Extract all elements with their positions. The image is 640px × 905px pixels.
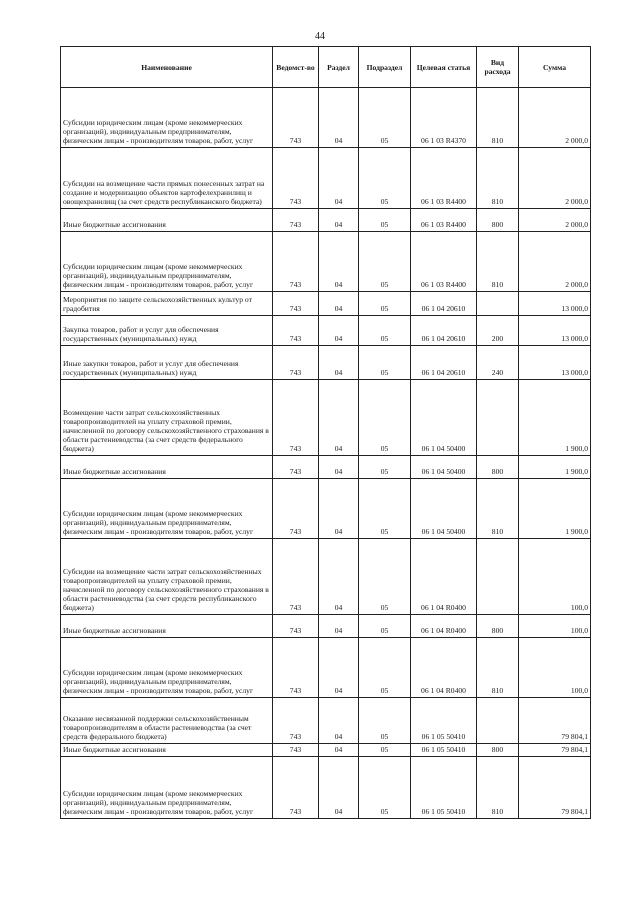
cell-expense-type: 200 bbox=[477, 316, 519, 346]
cell-subsection: 05 bbox=[359, 479, 411, 539]
cell-target: 06 1 04 20610 bbox=[411, 346, 477, 380]
cell-section: 04 bbox=[319, 698, 359, 744]
cell-ministry: 743 bbox=[273, 615, 319, 638]
page-number: 44 bbox=[315, 31, 325, 42]
cell-subsection: 05 bbox=[359, 148, 411, 209]
table-row bbox=[61, 539, 591, 615]
cell-subsection: 05 bbox=[359, 346, 411, 380]
cell-expense-type: 800 bbox=[477, 456, 519, 479]
cell-subsection: 05 bbox=[359, 456, 411, 479]
cell-expense-type bbox=[477, 292, 519, 316]
cell-target: 06 1 04 20610 bbox=[411, 292, 477, 316]
cell-subsection: 05 bbox=[359, 232, 411, 292]
table-row bbox=[61, 380, 591, 456]
cell-ministry: 743 bbox=[273, 539, 319, 615]
cell-ministry: 743 bbox=[273, 456, 319, 479]
cell-name: Субсидии юридическим лицам (кроме некоммерческих организаций), индивидуальным предпринимателям, физическим лицам - производителям товаров, работ, услуг bbox=[61, 638, 273, 698]
cell-section: 04 bbox=[319, 539, 359, 615]
cell-name: Субсидии на возмещение части прямых понесенных затрат на создание и модернизацию объектов картофелехранилищ и овощехранилищ (за счет средств республиканского бюджета) bbox=[61, 148, 273, 209]
table-row bbox=[61, 88, 591, 148]
cell-amount: 2 000,0 bbox=[519, 209, 591, 232]
table-row bbox=[61, 479, 591, 539]
cell-name: Иные бюджетные ассигнования bbox=[61, 209, 273, 232]
cell-name: Субсидии юридическим лицам (кроме некоммерческих организаций), индивидуальным предпринимателям, физическим лицам - производителям товаров, работ, услуг bbox=[61, 232, 273, 292]
table-row bbox=[61, 456, 591, 479]
cell-expense-type: 810 bbox=[477, 479, 519, 539]
cell-section: 04 bbox=[319, 292, 359, 316]
cell-subsection: 05 bbox=[359, 638, 411, 698]
cell-section: 04 bbox=[319, 757, 359, 819]
cell-ministry: 743 bbox=[273, 698, 319, 744]
cell-amount: 100,0 bbox=[519, 638, 591, 698]
table-header-row bbox=[61, 47, 591, 88]
cell-target: 06 1 04 R0400 bbox=[411, 615, 477, 638]
table-row bbox=[61, 615, 591, 638]
cell-section: 04 bbox=[319, 232, 359, 292]
cell-expense-type: 810 bbox=[477, 232, 519, 292]
cell-name: Субсидии юридическим лицам (кроме некоммерческих организаций), индивидуальным предпринимателям, физическим лицам - производителям товаров, работ, услуг bbox=[61, 479, 273, 539]
cell-amount: 2 000,0 bbox=[519, 148, 591, 209]
cell-name: Закупка товаров, работ и услуг для обеспечения государственных (муниципальных) нужд bbox=[61, 316, 273, 346]
cell-target: 06 1 04 50400 bbox=[411, 456, 477, 479]
cell-target: 06 1 04 50400 bbox=[411, 380, 477, 456]
cell-amount: 13 000,0 bbox=[519, 316, 591, 346]
cell-expense-type: 810 bbox=[477, 638, 519, 698]
cell-section: 04 bbox=[319, 744, 359, 757]
cell-expense-type: 800 bbox=[477, 744, 519, 757]
cell-name: Субсидии на возмещение части затрат сельскохозяйственных товаропроизводителей на уплату страховой премии, начисленной по договору сельскохозяйственного страхования в области растениеводства (за счет средств республиканского бюджета) bbox=[61, 539, 273, 615]
table-row bbox=[61, 744, 591, 757]
header-name: Наименование bbox=[61, 47, 273, 88]
cell-ministry: 743 bbox=[273, 638, 319, 698]
cell-ministry: 743 bbox=[273, 88, 319, 148]
cell-target: 06 1 05 50410 bbox=[411, 698, 477, 744]
cell-name: Иные бюджетные ассигнования bbox=[61, 744, 273, 757]
cell-expense-type: 810 bbox=[477, 148, 519, 209]
cell-target: 06 1 04 R0400 bbox=[411, 638, 477, 698]
cell-subsection: 05 bbox=[359, 757, 411, 819]
cell-expense-type bbox=[477, 380, 519, 456]
cell-name: Иные бюджетные ассигнования bbox=[61, 456, 273, 479]
cell-amount: 1 900,0 bbox=[519, 456, 591, 479]
cell-amount: 13 000,0 bbox=[519, 346, 591, 380]
header-target: Целевая статья bbox=[411, 47, 477, 88]
cell-subsection: 05 bbox=[359, 744, 411, 757]
cell-name: Оказание несвязанной поддержки сельскохозяйственным товаропроизводителям в области растениеводства (за счет средств федерального бюджета) bbox=[61, 698, 273, 744]
table-row bbox=[61, 232, 591, 292]
cell-subsection: 05 bbox=[359, 316, 411, 346]
cell-amount: 79 804,1 bbox=[519, 744, 591, 757]
cell-amount: 79 804,1 bbox=[519, 757, 591, 819]
header-amount: Сумма bbox=[519, 47, 591, 88]
cell-subsection: 05 bbox=[359, 539, 411, 615]
cell-amount: 13 000,0 bbox=[519, 292, 591, 316]
cell-target: 06 1 03 R4400 bbox=[411, 209, 477, 232]
table-row bbox=[61, 346, 591, 380]
cell-amount: 2 000,0 bbox=[519, 232, 591, 292]
cell-section: 04 bbox=[319, 456, 359, 479]
cell-target: 06 1 03 R4370 bbox=[411, 88, 477, 148]
cell-expense-type bbox=[477, 698, 519, 744]
cell-expense-type: 800 bbox=[477, 615, 519, 638]
cell-section: 04 bbox=[319, 479, 359, 539]
cell-section: 04 bbox=[319, 638, 359, 698]
cell-section: 04 bbox=[319, 88, 359, 148]
cell-section: 04 bbox=[319, 209, 359, 232]
table-row bbox=[61, 148, 591, 209]
cell-name: Иные закупки товаров, работ и услуг для обеспечения государственных (муниципальных) нужд bbox=[61, 346, 273, 380]
cell-target: 06 1 04 20610 bbox=[411, 316, 477, 346]
cell-name: Иные бюджетные ассигнования bbox=[61, 615, 273, 638]
table-row bbox=[61, 698, 591, 744]
table-row bbox=[61, 292, 591, 316]
cell-expense-type: 810 bbox=[477, 757, 519, 819]
cell-ministry: 743 bbox=[273, 380, 319, 456]
table-row bbox=[61, 209, 591, 232]
table-row bbox=[61, 316, 591, 346]
cell-name: Субсидии юридическим лицам (кроме некоммерческих организаций), индивидуальным предпринимателям, физическим лицам - производителям товаров, работ, услуг bbox=[61, 88, 273, 148]
cell-section: 04 bbox=[319, 346, 359, 380]
header-subsection: Подраздел bbox=[359, 47, 411, 88]
cell-section: 04 bbox=[319, 615, 359, 638]
cell-ministry: 743 bbox=[273, 316, 319, 346]
cell-subsection: 05 bbox=[359, 698, 411, 744]
cell-target: 06 1 05 50410 bbox=[411, 744, 477, 757]
cell-expense-type: 810 bbox=[477, 88, 519, 148]
cell-ministry: 743 bbox=[273, 232, 319, 292]
cell-section: 04 bbox=[319, 148, 359, 209]
cell-ministry: 743 bbox=[273, 744, 319, 757]
header-section: Раздел bbox=[319, 47, 359, 88]
cell-ministry: 743 bbox=[273, 148, 319, 209]
cell-ministry: 743 bbox=[273, 346, 319, 380]
cell-name: Субсидии юридическим лицам (кроме некоммерческих организаций), индивидуальным предпринимателям, физическим лицам - производителям товаров, работ, услуг bbox=[61, 757, 273, 819]
cell-amount: 79 804,1 bbox=[519, 698, 591, 744]
cell-expense-type bbox=[477, 539, 519, 615]
budget-table bbox=[60, 46, 591, 819]
cell-expense-type: 800 bbox=[477, 209, 519, 232]
cell-target: 06 1 03 R4400 bbox=[411, 148, 477, 209]
cell-subsection: 05 bbox=[359, 380, 411, 456]
header-ministry: Ведомст-во bbox=[273, 47, 319, 88]
header-expense-type: Вид расхода bbox=[477, 47, 519, 88]
cell-amount: 1 900,0 bbox=[519, 380, 591, 456]
cell-amount: 100,0 bbox=[519, 539, 591, 615]
cell-target: 06 1 05 50410 bbox=[411, 757, 477, 819]
cell-ministry: 743 bbox=[273, 479, 319, 539]
cell-target: 06 1 04 R0400 bbox=[411, 539, 477, 615]
cell-ministry: 743 bbox=[273, 757, 319, 819]
cell-name: Мероприятия по защите сельскохозяйственных культур от градобития bbox=[61, 292, 273, 316]
cell-subsection: 05 bbox=[359, 292, 411, 316]
cell-subsection: 05 bbox=[359, 615, 411, 638]
table-row bbox=[61, 638, 591, 698]
cell-amount: 100,0 bbox=[519, 615, 591, 638]
cell-target: 06 1 04 50400 bbox=[411, 479, 477, 539]
cell-section: 04 bbox=[319, 316, 359, 346]
cell-section: 04 bbox=[319, 380, 359, 456]
cell-subsection: 05 bbox=[359, 209, 411, 232]
cell-expense-type: 240 bbox=[477, 346, 519, 380]
table-row bbox=[61, 757, 591, 819]
cell-subsection: 05 bbox=[359, 88, 411, 148]
cell-target: 06 1 03 R4400 bbox=[411, 232, 477, 292]
cell-ministry: 743 bbox=[273, 209, 319, 232]
cell-amount: 2 000,0 bbox=[519, 88, 591, 148]
cell-ministry: 743 bbox=[273, 292, 319, 316]
cell-name: Возмещение части затрат сельскохозяйственных товаропроизводителей на уплату страховой премии, начисленной по договору сельскохозяйственного страхования в области растениеводства (за счет средств федерального бюджета) bbox=[61, 380, 273, 456]
cell-amount: 1 900,0 bbox=[519, 479, 591, 539]
